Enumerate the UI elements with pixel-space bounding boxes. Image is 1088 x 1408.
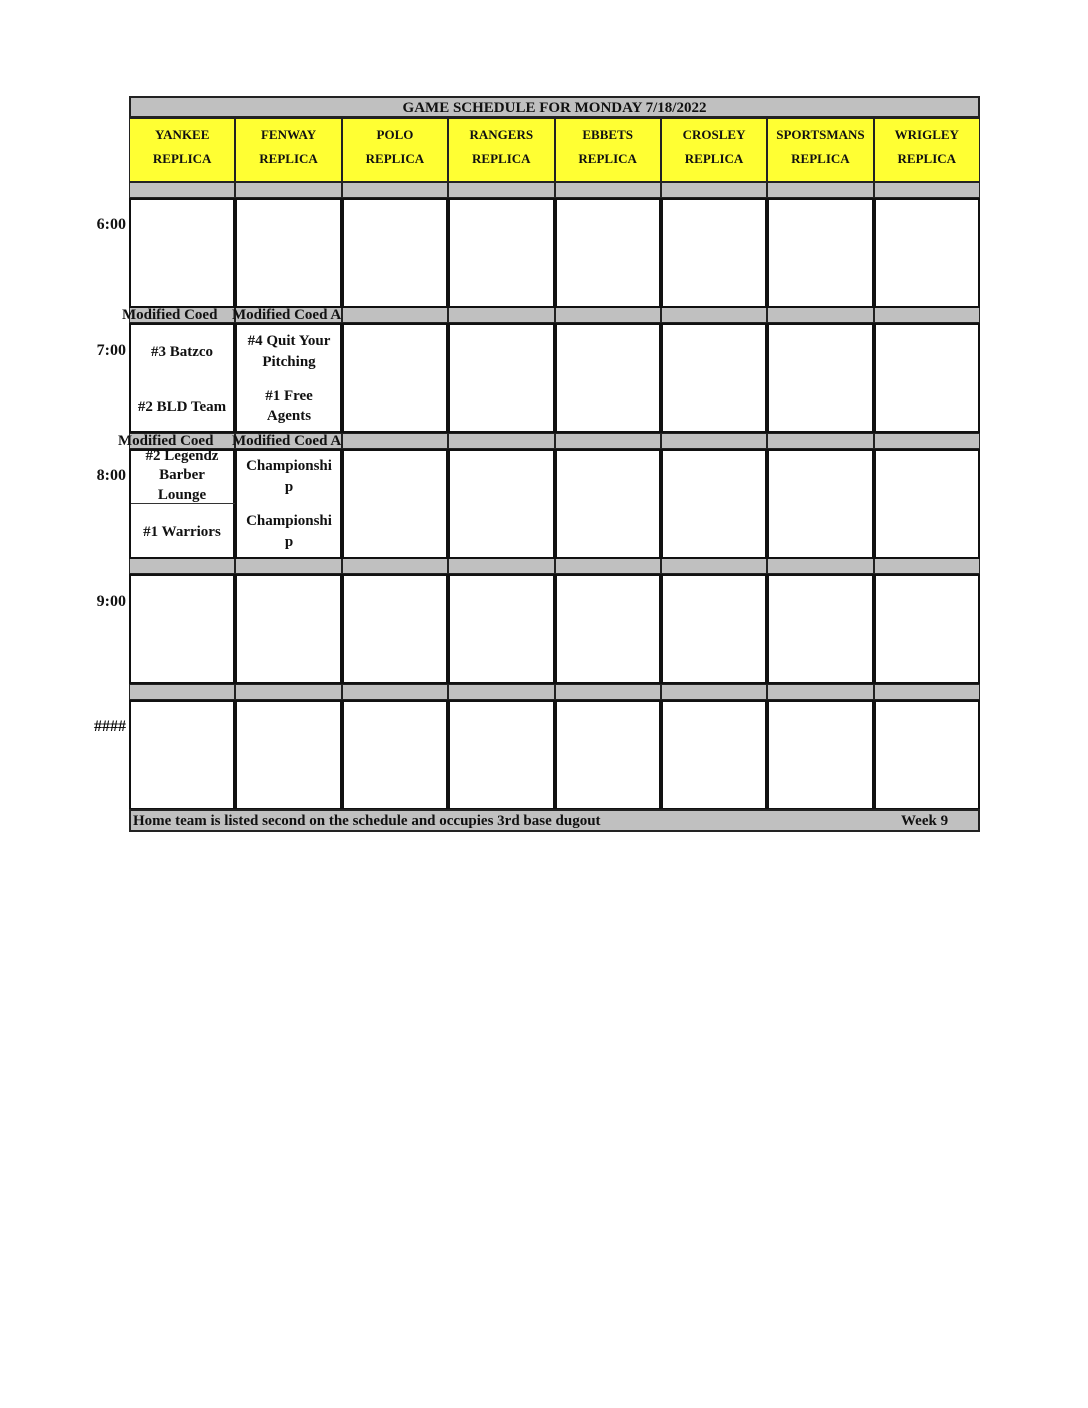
time-label-8: 8:00 [96, 467, 126, 484]
schedule-footer [129, 809, 980, 832]
slot-cell [661, 574, 767, 684]
slot-cell [767, 449, 873, 559]
separator-row-3 [448, 558, 554, 574]
division-label-yankee-8: Modified Coed [118, 433, 214, 449]
separator-row-3 [767, 558, 873, 574]
slot-cell [555, 574, 661, 684]
game-8-fenway-away-line1: Championshi [246, 458, 332, 474]
separator-row-3 [661, 558, 767, 574]
separator-row-2 [555, 433, 661, 449]
separator-row-4 [235, 684, 341, 700]
slot-cell [448, 323, 554, 433]
slot-cell [342, 198, 448, 308]
slot-cell [342, 574, 448, 684]
week-label: Week 9 [901, 813, 949, 829]
separator-row-1 [767, 307, 873, 323]
division-label-fenway-8: Modified Coed A [232, 433, 342, 449]
slot-cell [874, 449, 980, 559]
field-name: WRIGLEY [894, 127, 959, 142]
slot-cell [342, 449, 448, 559]
slot-cell [129, 574, 235, 684]
time-label-7: 7:00 [96, 342, 126, 359]
time-label-6: 6:00 [96, 216, 126, 233]
separator-row-3 [235, 558, 341, 574]
slot-cell [235, 574, 341, 684]
field-type: REPLICA [684, 151, 744, 166]
separator-row-0 [767, 182, 873, 198]
field-type: REPLICA [259, 151, 318, 166]
field-header-2 [342, 118, 448, 182]
field-header-1 [235, 118, 341, 182]
game-8-yankee-away-line1: #2 Legendz [145, 448, 219, 464]
field-name: EBBETS [582, 127, 633, 142]
field-name: FENWAY [260, 127, 317, 142]
time-label-10: #### [94, 718, 126, 735]
field-header-6 [767, 118, 873, 182]
slot-cell [555, 323, 661, 433]
field-name: SPORTSMANS [776, 127, 865, 142]
slot-cell [767, 198, 873, 308]
separator-row-0 [235, 182, 341, 198]
separator-row-4 [661, 684, 767, 700]
separator-row-3 [129, 558, 235, 574]
slot-cell [767, 700, 873, 810]
separator-row-2 [874, 433, 980, 449]
slot-cell [129, 198, 235, 308]
separator-row-1 [661, 307, 767, 323]
field-type: REPLICA [791, 151, 850, 166]
footer-note: Home team is listed second on the schedule and occupies 3rd base dugout [133, 813, 601, 829]
game-8-yankee-away-line2: Barber [159, 467, 205, 483]
separator-row-0 [661, 182, 767, 198]
game-7-fenway-home-line1: #1 Free [265, 388, 313, 404]
field-header-5 [661, 118, 767, 182]
game-7-fenway-home-line2: Agents [266, 408, 312, 424]
division-label-yankee-7: Modified Coed [122, 307, 218, 323]
separator-row-1 [448, 307, 554, 323]
separator-row-2 [661, 433, 767, 449]
slot-cell [129, 700, 235, 810]
schedule-title: GAME SCHEDULE FOR MONDAY 7/18/2022 [129, 96, 980, 118]
game-7-yankee-away: #3 Batzco [150, 344, 214, 360]
slot-cell [661, 323, 767, 433]
slot-cell [235, 700, 341, 810]
slot-cell [874, 198, 980, 308]
separator-row-1 [342, 307, 448, 323]
division-label-fenway-7: Modified Coed A [232, 307, 342, 323]
game-8-fenway-home-line2: p [284, 534, 294, 550]
slot-cell [767, 574, 873, 684]
separator-row-0 [874, 182, 980, 198]
separator-row-2 [342, 433, 448, 449]
slot-cell [448, 449, 554, 559]
field-name: YANKEE [154, 127, 210, 142]
separator-row-4 [874, 684, 980, 700]
slot-cell [342, 323, 448, 433]
separator-row-4 [555, 684, 661, 700]
field-header-4 [555, 118, 661, 182]
game-7-fenway-away-line1: #4 Quit Your [247, 333, 331, 349]
slot-cell [555, 700, 661, 810]
game-7-fenway-away-line2: Pitching [262, 354, 316, 370]
field-name: CROSLEY [682, 127, 746, 142]
slot-cell [235, 198, 341, 308]
separator-row-0 [342, 182, 448, 198]
separator-row-4 [342, 684, 448, 700]
field-type: REPLICA [472, 151, 531, 166]
separator-row-2 [767, 433, 873, 449]
separator-row-1 [555, 307, 661, 323]
slot-cell [448, 700, 554, 810]
game-8-yankee-home: #1 Warriors [143, 524, 221, 540]
game-8-yankee-away-line3: Lounge [157, 487, 207, 503]
field-type: REPLICA [578, 151, 637, 166]
separator-row-4 [129, 684, 235, 700]
field-name: RANGERS [469, 127, 534, 142]
slot-cell [448, 574, 554, 684]
slot-cell [342, 700, 448, 810]
separator-row-3 [874, 558, 980, 574]
field-header-0 [129, 118, 235, 182]
field-header-7 [874, 118, 980, 182]
slot-cell [661, 449, 767, 559]
slot-cell [874, 323, 980, 433]
field-name: POLO [376, 127, 414, 142]
field-type: REPLICA [897, 151, 957, 166]
game-8-fenway-away-line2: p [284, 479, 294, 495]
slot-cell [555, 449, 661, 559]
field-type: REPLICA [365, 151, 425, 166]
game-7-yankee-home: #2 BLD Team [137, 399, 227, 415]
time-label-9: 9:00 [96, 593, 126, 610]
slot-cell [448, 198, 554, 308]
field-header-3 [448, 118, 554, 182]
field-type: REPLICA [152, 151, 212, 166]
slot-cell [874, 574, 980, 684]
slot-cell [874, 700, 980, 810]
slot-cell [661, 700, 767, 810]
game-8-fenway-home-line1: Championshi [246, 513, 332, 529]
separator-row-3 [555, 558, 661, 574]
separator-row-2 [448, 433, 554, 449]
slot-cell [767, 323, 873, 433]
slot-cell [661, 198, 767, 308]
separator-row-4 [448, 684, 554, 700]
separator-row-0 [555, 182, 661, 198]
separator-row-1 [874, 307, 980, 323]
slot-cell [555, 198, 661, 308]
separator-row-0 [129, 182, 235, 198]
separator-row-4 [767, 684, 873, 700]
separator-row-3 [342, 558, 448, 574]
separator-row-0 [448, 182, 554, 198]
